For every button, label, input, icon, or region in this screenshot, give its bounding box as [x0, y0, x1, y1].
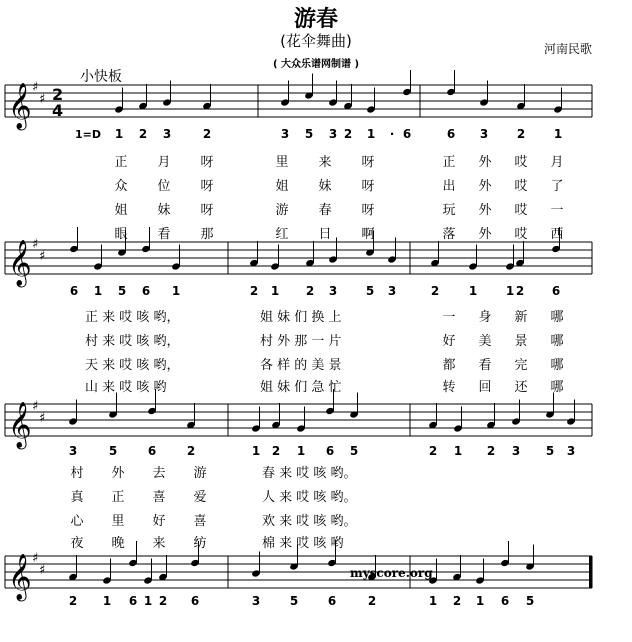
lyric-word: 身	[478, 310, 492, 325]
lyric-word: 哪	[550, 310, 564, 325]
lyric-word: 完	[514, 358, 528, 373]
sharp-icon: ♯	[39, 92, 46, 107]
jianpu-digit: 1	[468, 284, 478, 298]
lyric-word: 呀	[200, 203, 214, 218]
lyric-word: 正	[114, 155, 128, 170]
treble-clef-icon: 𝄞	[8, 83, 32, 129]
jianpu-digit: 3	[387, 284, 397, 298]
jianpu-digit: 6	[190, 594, 200, 608]
jianpu-digit: 2	[138, 127, 148, 141]
lyric-word: 还	[514, 380, 528, 395]
jianpu-digit: 2	[305, 284, 315, 298]
jianpu-digit: 2	[202, 127, 212, 141]
lyric-word: 看	[157, 227, 171, 242]
lyric-word: 欢 来 哎 咳 哟。	[262, 514, 357, 529]
lyric-verse-2	[0, 175, 632, 193]
treble-clef-icon: 𝄞	[8, 554, 32, 600]
lyric-word: 哪	[550, 334, 564, 349]
lyric-word: 出	[442, 179, 456, 194]
lyric-word: 月	[550, 155, 564, 170]
jianpu-digit: 6	[327, 594, 337, 608]
jianpu-digit: 1	[251, 444, 261, 458]
lyric-verse-3	[0, 354, 632, 372]
lyric-word: 外	[478, 227, 492, 242]
staff-system	[0, 392, 632, 452]
jianpu-digit: 1	[114, 127, 124, 141]
lyric-word: 村 来 哎 咳 哟，	[85, 334, 180, 349]
jianpu-digit: 3	[328, 127, 338, 141]
jianpu-digit: 1	[505, 284, 515, 298]
jianpu-digit: 5	[365, 284, 375, 298]
lyric-word: 来	[152, 536, 166, 551]
sharp-icon: ♯	[32, 237, 39, 252]
lyric-word: 呀	[361, 179, 375, 194]
lyric-word: 日	[318, 227, 332, 242]
lyric-word: 哎	[514, 155, 528, 170]
staff-system	[0, 230, 632, 290]
jianpu-digit: 3	[68, 444, 78, 458]
jianpu-digit: 3	[162, 127, 172, 141]
jianpu-digit: 5	[525, 594, 535, 608]
jianpu-digit: 3	[566, 444, 576, 458]
lyric-word: 天 来 哎 咳 哟，	[85, 358, 180, 373]
jianpu-digit: 2	[428, 444, 438, 458]
lyric-word: 正	[442, 155, 456, 170]
time-signature-top: 2	[52, 85, 64, 104]
lyric-word: 一	[550, 203, 564, 218]
staff-system	[0, 73, 632, 133]
lyric-word: 姐	[114, 203, 128, 218]
jianpu-digit: ·	[389, 127, 395, 141]
time-signature-bottom: 4	[52, 101, 64, 120]
lyric-word: 转	[442, 380, 456, 395]
jianpu-row	[0, 444, 632, 460]
lyric-word: 回	[478, 380, 492, 395]
jianpu-digit: 5	[108, 444, 118, 458]
lyric-word: 人 来 哎 咳 哟。	[262, 490, 357, 505]
jianpu-digit: 6	[500, 594, 510, 608]
lyric-word: 喜	[193, 514, 207, 529]
jianpu-digit: 1	[102, 594, 112, 608]
lyric-word: 红	[275, 227, 289, 242]
lyric-verse-1	[0, 306, 632, 324]
lyric-word: 新	[514, 310, 528, 325]
lyric-word: 夜	[70, 536, 84, 551]
lyric-word: 游	[275, 203, 289, 218]
lyric-word: 游	[193, 466, 207, 481]
sharp-icon: ♯	[39, 411, 46, 426]
lyric-word: 西	[550, 227, 564, 242]
lyric-word: 村	[70, 466, 84, 481]
lyric-word: 呀	[361, 155, 375, 170]
jianpu-digit: 3	[511, 444, 521, 458]
jianpu-digit: 6	[141, 284, 151, 298]
jianpu-digit: 6	[446, 127, 456, 141]
lyric-word: 玩	[442, 203, 456, 218]
lyric-word: 姐	[275, 179, 289, 194]
lyric-verse-2	[0, 486, 632, 504]
lyric-word: 美	[478, 334, 492, 349]
lyric-word: 看	[478, 358, 492, 373]
jianpu-digit: 5	[117, 284, 127, 298]
lyric-word: 呀	[200, 155, 214, 170]
jianpu-digit: 5	[545, 444, 555, 458]
jianpu-digit: 2	[343, 127, 353, 141]
lyric-word: 去	[152, 466, 166, 481]
lyric-word: 山 来 哎 咳 哟	[85, 380, 167, 395]
jianpu-digit: 1	[93, 284, 103, 298]
lyric-word: 正	[111, 490, 125, 505]
sharp-icon: ♯	[39, 563, 46, 578]
song-origin: 河南民歌	[543, 42, 592, 56]
key-signature: 1=D	[75, 128, 102, 141]
jianpu-digit: 2	[430, 284, 440, 298]
lyric-word: 好	[442, 334, 456, 349]
jianpu-digit: 5	[289, 594, 299, 608]
lyric-word: 哎	[514, 203, 528, 218]
jianpu-digit: 6	[147, 444, 157, 458]
lyric-word: 啊	[361, 227, 375, 242]
lyric-word: 那	[200, 227, 214, 242]
jianpu-digit: 1	[296, 444, 306, 458]
lyric-word: 呀	[361, 203, 375, 218]
lyric-word: 村 外 那 一 片	[260, 334, 342, 349]
sharp-icon: ♯	[32, 80, 39, 95]
treble-clef-icon: 𝄞	[8, 402, 32, 448]
lyric-word: 都	[442, 358, 456, 373]
sharp-icon: ♯	[32, 551, 39, 566]
lyric-word: 哪	[550, 380, 564, 395]
lyric-word: 爱	[193, 490, 207, 505]
sharp-icon: ♯	[32, 399, 39, 414]
lyric-word: 外	[111, 466, 125, 481]
lyric-verse-2	[0, 330, 632, 348]
lyric-word: 景	[514, 334, 528, 349]
lyric-word: 呀	[200, 179, 214, 194]
jianpu-digit: 2	[158, 594, 168, 608]
jianpu-digit: 1	[171, 284, 181, 298]
lyric-word: 外	[478, 155, 492, 170]
lyric-word: 了	[550, 179, 564, 194]
jianpu-digit: 1	[475, 594, 485, 608]
lyric-word: 晚	[111, 536, 125, 551]
jianpu-digit: 1	[366, 127, 376, 141]
jianpu-row	[0, 594, 632, 610]
lyric-verse-1	[0, 462, 632, 480]
jianpu-digit: 1	[553, 127, 563, 141]
lyric-word: 各 样 的 美 景	[260, 358, 342, 373]
lyric-word: 喜	[152, 490, 166, 505]
jianpu-digit: 2	[515, 284, 525, 298]
lyric-word: 里	[111, 514, 125, 529]
jianpu-digit: 5	[349, 444, 359, 458]
lyric-word: 姐 妹 们 换 上	[260, 310, 342, 325]
lyric-word: 正 来 哎 咳 哟，	[85, 310, 180, 325]
lyric-verse-1	[0, 151, 632, 169]
lyric-word: 春 来 哎 咳 哟。	[262, 466, 357, 481]
lyric-word: 哎	[514, 227, 528, 242]
lyric-verse-3	[0, 199, 632, 217]
jianpu-digit: 2	[249, 284, 259, 298]
lyric-word: 真	[70, 490, 84, 505]
watermark: myscore.org	[350, 566, 433, 580]
final-barline	[589, 556, 592, 588]
jianpu-digit: 3	[479, 127, 489, 141]
jianpu-digit: 3	[280, 127, 290, 141]
jianpu-digit: 2	[186, 444, 196, 458]
jianpu-digit: 1	[453, 444, 463, 458]
lyric-word: 好	[152, 514, 166, 529]
lyric-word: 纺	[193, 536, 207, 551]
lyric-word: 眼	[114, 227, 128, 242]
lyric-word: 妹	[318, 179, 332, 194]
jianpu-digit: 6	[325, 444, 335, 458]
jianpu-digit: 6	[551, 284, 561, 298]
jianpu-digit: 2	[68, 594, 78, 608]
jianpu-row	[0, 284, 632, 300]
jianpu-digit: 6	[128, 594, 138, 608]
jianpu-digit: 3	[251, 594, 261, 608]
jianpu-digit: 6	[402, 127, 412, 141]
jianpu-digit: 2	[486, 444, 496, 458]
jianpu-digit: 2	[271, 444, 281, 458]
jianpu-row	[0, 127, 632, 143]
jianpu-digit: 1	[143, 594, 153, 608]
jianpu-digit: 1	[270, 284, 280, 298]
score-credit: ( 大众乐谱网制谱 )	[272, 59, 360, 70]
lyric-word: 一	[442, 310, 456, 325]
jianpu-digit: 3	[328, 284, 338, 298]
lyric-word: 春	[318, 203, 332, 218]
song-title: 游春	[293, 6, 338, 32]
lyric-word: 外	[478, 179, 492, 194]
lyric-word: 外	[478, 203, 492, 218]
lyric-word: 姐 妹 们 急 忙	[260, 380, 342, 395]
lyric-word: 来	[318, 155, 332, 170]
lyric-word: 位	[157, 179, 171, 194]
lyric-word: 月	[157, 155, 171, 170]
lyric-word: 里	[275, 155, 289, 170]
tempo-marking: 小快板	[80, 69, 122, 85]
jianpu-digit: 5	[304, 127, 314, 141]
lyric-verse-3	[0, 510, 632, 528]
song-subtitle: (花伞舞曲)	[280, 32, 352, 50]
jianpu-digit: 6	[69, 284, 79, 298]
lyric-word: 妹	[157, 203, 171, 218]
lyric-word: 落	[442, 227, 456, 242]
treble-clef-icon: 𝄞	[8, 240, 32, 286]
sharp-icon: ♯	[39, 249, 46, 264]
lyric-word: 哎	[514, 179, 528, 194]
lyric-word: 众	[114, 179, 128, 194]
jianpu-digit: 1	[428, 594, 438, 608]
jianpu-digit: 2	[452, 594, 462, 608]
lyric-word: 心	[70, 514, 84, 529]
jianpu-digit: 2	[367, 594, 377, 608]
lyric-word: 棉 来 哎 咳 哟	[262, 536, 344, 551]
jianpu-digit: 2	[516, 127, 526, 141]
lyric-word: 哪	[550, 358, 564, 373]
